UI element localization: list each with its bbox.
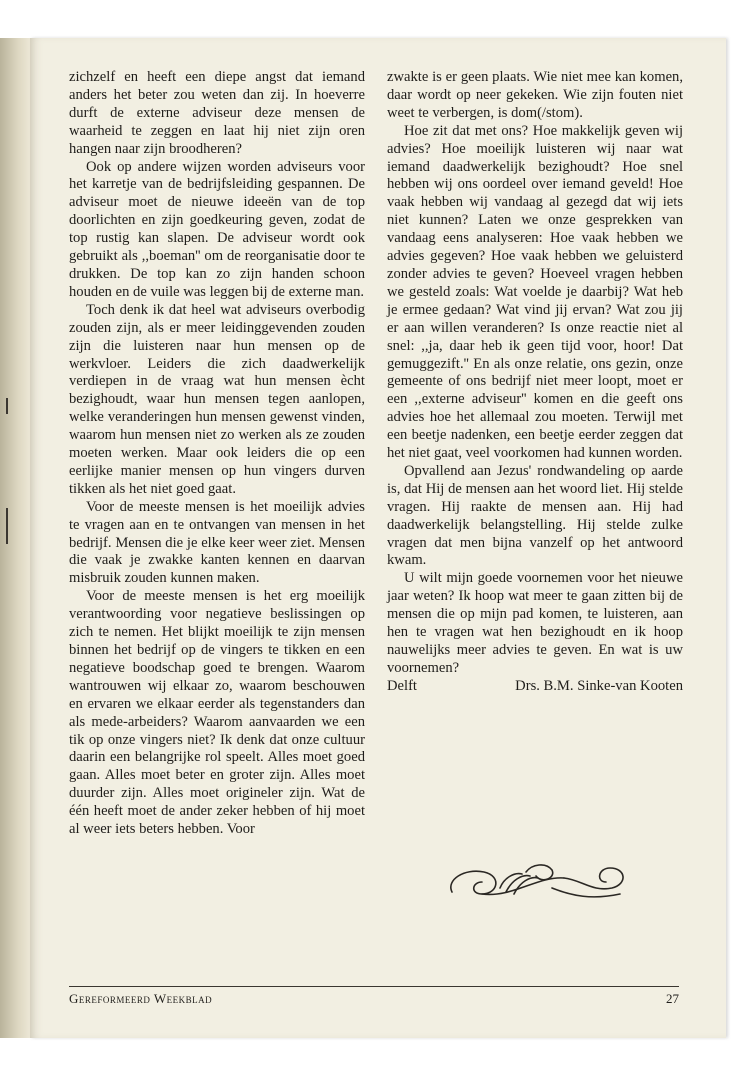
article-column-right bbox=[387, 69, 683, 696]
signature-place: Delft bbox=[387, 677, 417, 694]
magazine-page bbox=[30, 38, 726, 1038]
binding-spine bbox=[0, 38, 30, 1038]
paragraph: zichzelf en heeft een diepe angst dat iemand anders het beter zou weten dan zij. In hoeverre durft de externe adviseur deze mensen de waarheid te zeggen en laat hij niet zijn oren hangen naar zijn broodheren? bbox=[69, 69, 365, 157]
article-column-left bbox=[69, 69, 365, 839]
paragraph: Ook op andere wijzen worden adviseurs voor het karretje van de bedrijfsleiding gespannen. De adviseur moet de nieuwe ideeën van de top doorlichten en zijn goedkeuring geven, zodat de top rustig kan slapen. De adviseur wordt ook gebruikt als ,,boeman'' om de reorganisatie door te drukken. De top kan zo zijn handen schoon houden en de vuile was leggen bij de externe man. bbox=[69, 158, 365, 300]
paragraph: Voor de meeste mensen is het erg moeilijk verantwoording voor negatieve beslissingen op zich te nemen. Het blijkt moeilijk te zijn mensen binnen het bedrijf op de vingers te tikken en een negatieve boodschap goed te brengen. Waarom wantrouwen wij elkaar zo, waarom beschouwen en ervaren we elkaar eerder als tegenstanders dan als mede-arbeiders? Waarom aanvaarden we een tik op onze vingers niet? Ik denk dat onze cultuur daarin een belangrijke rol speelt. Alles moet goed gaan. Alles moet beter en groter zijn. Alles moet duurder zijn. Alles moet origineler zijn. Wat de één heeft moet de ander zeker hebben of hij moet al weer iets beters hebben. Voor bbox=[69, 588, 365, 838]
paragraph: zwakte is er geen plaats. Wie niet mee kan komen, daar wordt op neer gekeken. Wie zijn fouten niet weet te verbergen, is dom(/stom). bbox=[387, 69, 683, 121]
paragraph: Voor de meeste mensen is het moeilijk advies te vragen aan en te ontvangen van mensen in het bedrijf. Mensen die je elke keer weer ziet. Mensen die vaak je zwakke kanten kennen en daarvan misbruik zouden kunnen maken. bbox=[69, 498, 365, 587]
paragraph: Opvallend aan Jezus' rondwandeling op aarde is, dat Hij de mensen aan het woord liet. Hij stelde vragen. Hij raakte de mensen aan. Hij had daadwerkelijk belangstelling. Hij stelde zulke vragen dat men bijna vanzelf op het antwoord kwam. bbox=[387, 462, 683, 569]
flourish-ornament-icon bbox=[442, 858, 632, 906]
publication-title: Gereformeerd Weekblad bbox=[69, 991, 213, 1006]
signature-line bbox=[387, 678, 683, 696]
page-number: 27 bbox=[666, 991, 679, 1006]
footer-rule bbox=[69, 986, 679, 987]
paragraph: U wilt mijn goede voornemen voor het nieuwe jaar weten? Ik hoop wat meer te gaan zitten bij de mensen die op mijn pad komen, te luisteren, aan hen te vragen wat hen bezighoudt en ik hoop nauwelijks meer advies te geven. En wat is uw voornemen? bbox=[387, 570, 683, 676]
spine-mark bbox=[6, 508, 8, 544]
paragraph: Toch denk ik dat heel wat adviseurs overbodig zouden zijn, als er meer leidinggevenden zouden zijn die luisteren naar hun mensen op de werkvloer. Leiders die zich daadwerkelijk verdiepen in de vraag wat hun mensen ècht bezighoudt, waar hun mensen tegen aanlopen, welke veranderingen hun mensen gewenst vinden, waarom hun mensen niet zo werken als ze zouden moeten werken. Maar ook leiders die op een eerlijke manier mensen op hun vingers durven tikken als het niet goed gaat. bbox=[69, 301, 365, 497]
paragraph: Hoe zit dat met ons? Hoe makkelijk geven wij advies? Hoe moeilijk luisteren wij naar wat iemand daadwerkelijk bezighoudt? Hoe snel hebben wij ons oordeel over iemand geveld! Hoe vaak hebben wij vandaag al gezegd dat wij iets niet kunnen? Laten we onze gesprekken van vandaag eens analyseren: Hoe vaak hebben we advies gegeven? Hoe vaak hebben we geluisterd zonder advies te geven? Hoeveel vragen hebben we gesteld zoals: Wat voelde je daarbij? Wat heb je ermee gedaan? Wat vind jij ervan? Wat zou jij er aan willen veranderen? Is onze reactie niet al snel: ,,ja, daar heb ik geen tijd voor, hoor! Dat gemuggezift.'' En als onze relatie, ons gezin, onze gemeente of ons bedrijf niet meer loopt, moet er een ,,externe adviseur'' komen en die geeft ons advies hoe het allemaal zou moeten. Terwijl met een beetje nadenken, een beetje eerder zeggen dat het niet gaat, veel voorkomen had kunnen worden. bbox=[387, 122, 683, 462]
spine-mark bbox=[6, 398, 8, 414]
signature-author: Drs. B.M. Sinke-van Kooten bbox=[515, 677, 683, 694]
